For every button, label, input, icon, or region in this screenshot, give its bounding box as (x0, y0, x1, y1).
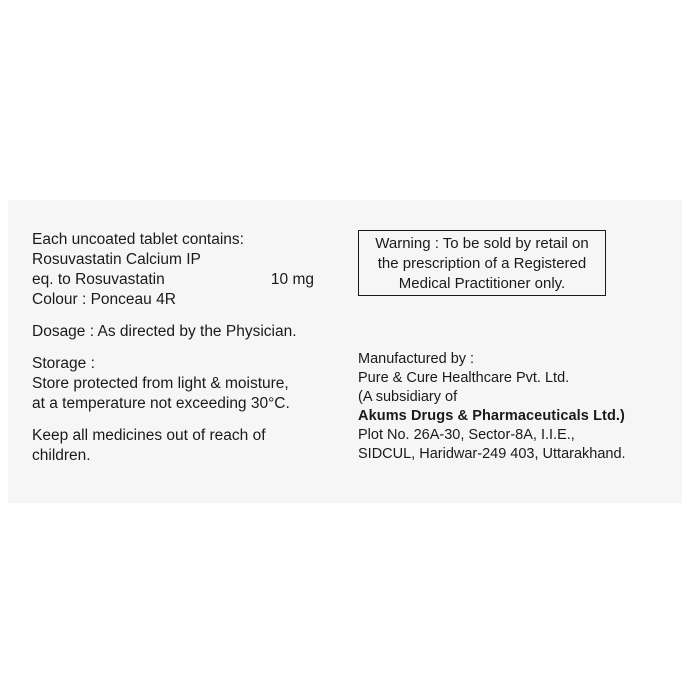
storage-line-2: at a temperature not exceeding 30°C. (32, 395, 290, 412)
manufacturer-column (358, 350, 678, 464)
spacer (32, 342, 332, 354)
storage-line-1: Store protected from light & moisture, (32, 375, 289, 392)
colour-text: Colour : Ponceau 4R (32, 291, 176, 308)
carton-panel (8, 200, 682, 503)
manufacturer-company: Pure & Cure Healthcare Pvt. Ltd. (358, 370, 570, 386)
spacer (32, 310, 332, 322)
warning-box (358, 230, 606, 296)
manufacturer-heading: Manufactured by : (358, 351, 475, 367)
address-line-1: Plot No. 26A-30, Sector-8A, I.I.E., (358, 427, 575, 443)
parent-company: Akums Drugs & Pharmaceuticals Ltd.) (358, 408, 625, 424)
ingredient-name: Rosuvastatin Calcium IP (32, 251, 201, 268)
equivalent-label: eq. to Rosuvastatin (32, 271, 165, 288)
composition-heading: Each uncoated tablet contains: (32, 231, 244, 248)
caution-line-2: children. (32, 447, 91, 464)
equivalent-row (32, 270, 314, 290)
address-line-2: SIDCUL, Haridwar-249 403, Uttarakhand. (358, 446, 626, 462)
composition-column (32, 230, 332, 466)
dose-amount: 10 mg (270, 271, 314, 288)
warning-line-2: the prescription of a Registered (377, 255, 587, 272)
caution-line-1: Keep all medicines out of reach of (32, 427, 266, 444)
subsidiary-prefix: (A subsidiary of (358, 389, 458, 405)
warning-line-3: Medical Practitioner only. (398, 275, 566, 292)
dosage-text: Dosage : As directed by the Physician. (32, 323, 297, 340)
storage-heading: Storage : (32, 355, 95, 372)
spacer (32, 414, 332, 426)
warning-line-1: Warning : To be sold by retail on (375, 235, 589, 252)
